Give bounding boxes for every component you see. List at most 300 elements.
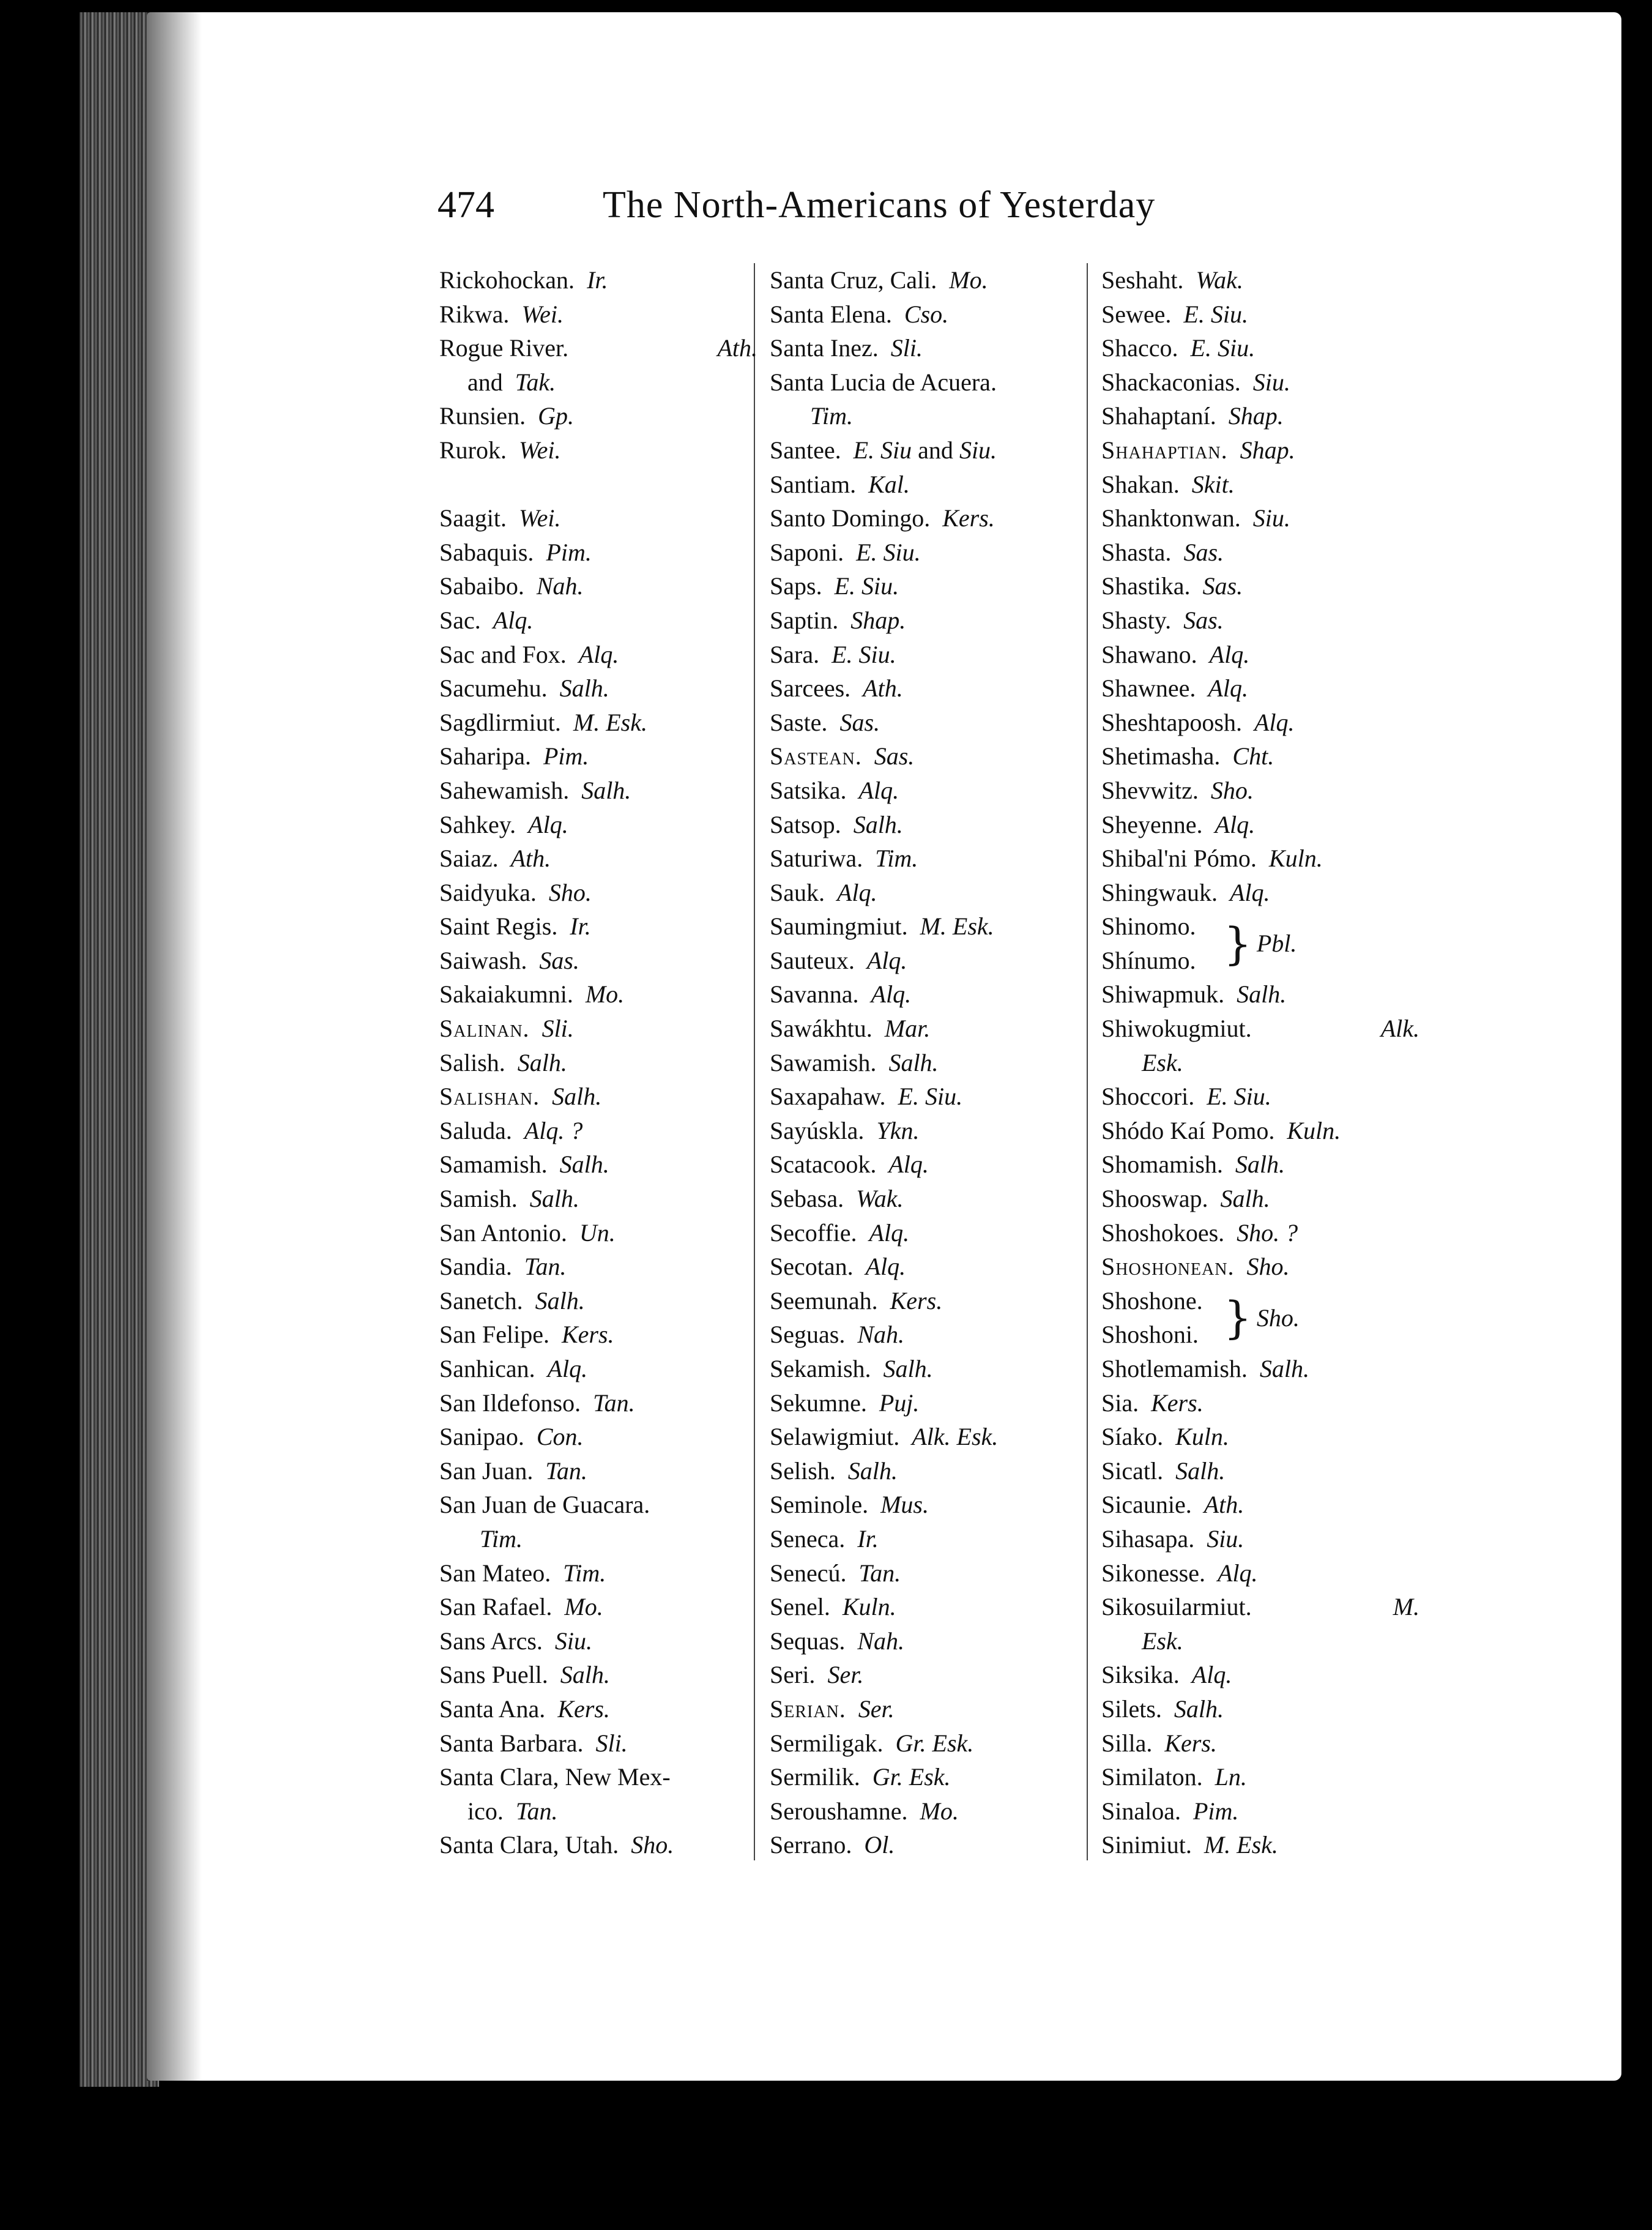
entry-name: Shiwokugmiut. [1101,1015,1252,1043]
index-entry [770,1454,1088,1488]
index-entry [1101,1590,1419,1624]
entry-name: Sahewamish. [439,776,570,804]
tribe-stock-abbreviation: E. Siu. [898,1083,963,1111]
entry-name: Santee. [770,436,841,464]
tribe-stock-abbreviation: Salh. [847,1456,898,1485]
index-entry [439,1284,757,1318]
index-entry [770,1692,1088,1726]
index-entry [439,1828,757,1862]
index-entry [770,468,1088,502]
entry-name: Santa Clara, Utah. [439,1831,619,1859]
tribe-stock-abbreviation: Ser. [827,1661,864,1689]
index-entry [439,1318,757,1352]
tribe-stock-abbreviation: Siu. [959,436,997,464]
index-entry [770,808,1088,842]
index-entry [1101,1522,1419,1556]
index-entry [1101,1386,1419,1420]
tribe-stock-abbreviation: Alq. [858,776,899,804]
tribe-stock-abbreviation: M. Esk. [1204,1831,1278,1859]
tribe-stock-abbreviation: Tan. [858,1559,901,1587]
entry-name: Sebasa. [770,1185,844,1213]
tribe-stock-abbreviation: Tim. [563,1559,606,1587]
index-entry [439,1080,757,1114]
tribe-stock-abbreviation: Ath. [510,845,551,873]
tribe-stock-abbreviation: Esk. [1142,1048,1183,1076]
index-entry [1101,1488,1419,1522]
index-entry [439,671,757,706]
index-entry [770,739,1088,774]
index-entry [1101,365,1419,400]
index-entry [1101,1147,1419,1182]
entry-name: Santa Ana. [439,1695,546,1723]
index-entry [1101,1012,1419,1046]
index-entry [770,706,1088,740]
index-entry [770,331,1088,365]
tribe-stock-abbreviation: Kers. [890,1286,943,1315]
entry-name: Saint Regis. [439,912,558,941]
index-entry [770,944,1088,978]
entry-name: Saptin. [770,606,839,634]
index-entry [770,603,1088,638]
entry-name: Serian. [770,1695,846,1723]
tribe-stock-abbreviation: Mo. [920,1797,959,1825]
tribe-stock-abbreviation: Pbl. [1256,929,1297,957]
entry-name: Shastika. [1101,572,1191,600]
index-entry [439,706,757,740]
index-entry [770,909,1088,944]
entry-name: Similaton. [1101,1763,1203,1791]
entry-name: Sakaiakumni. [439,980,573,1009]
entry-name: Santa Barbara. [439,1729,584,1757]
tribe-stock-abbreviation: Ir. [587,266,608,294]
index-entry [770,501,1088,535]
tribe-stock-abbreviation: E. Siu. [1207,1083,1271,1111]
tribe-stock-abbreviation: Wei. [518,504,561,532]
tribe-stock-abbreviation: Salh. [888,1048,939,1076]
tribe-stock-abbreviation: E. Siu. [832,640,896,668]
index-entry [439,535,757,570]
entry-connector: and [912,436,959,464]
tribe-stock-abbreviation: Sho. [548,878,592,906]
entry-name: Shotlemamish. [1101,1355,1248,1382]
entry-name: Sihasapa. [1101,1524,1195,1553]
entry-name: Shasta. [1101,538,1172,566]
entry-name: Sekamish. [770,1355,871,1382]
index-entry [1101,569,1419,603]
entry-name: Saiaz. [439,845,499,873]
entry-name: Santo Domingo. [770,504,931,532]
entry-name: Shawnee. [1101,674,1196,703]
index-entry [1101,1318,1419,1352]
entry-name: Shoshoni. [1101,1321,1199,1349]
entry-name: Sabaquis. [439,538,534,566]
tribe-stock-abbreviation: E. Siu. [856,538,921,566]
entry-name: Sarcees. [770,674,851,703]
tribe-stock-abbreviation: Ath. [717,334,757,362]
entry-name: Sayúskla. [770,1116,865,1144]
index-entry [439,1794,757,1829]
index-entry [770,774,1088,808]
tribe-stock-abbreviation: Salh. [1259,1355,1310,1382]
index-entry [439,1147,757,1182]
index-entry [439,569,757,603]
index-entry [770,671,1088,706]
entry-spacer [439,468,757,502]
entry-name: Saste. [770,708,828,736]
index-entry [1101,671,1419,706]
tribe-stock-abbreviation: Gp. [538,402,575,430]
entry-name: Sawamish. [770,1048,877,1076]
index-entry [439,1726,757,1761]
index-entry [1101,977,1419,1012]
tribe-stock-abbreviation: Alq. [837,878,877,906]
tribe-stock-abbreviation: E. Siu [853,436,912,464]
entry-continuation: ico. [467,1797,504,1825]
entry-name: Sikosuilarmiut. [1101,1593,1252,1621]
entry-name: San Mateo. [439,1559,551,1587]
tribe-stock-abbreviation: Tim. [875,845,918,873]
index-entry [1101,876,1419,910]
entry-name: Sia. [1101,1389,1139,1417]
tribe-stock-abbreviation: Sas. [539,946,579,974]
tribe-stock-abbreviation: Siu. [1252,368,1290,396]
index-entry [1101,535,1419,570]
index-entry [439,1182,757,1216]
entry-name: Silla. [1101,1729,1153,1757]
tribe-stock-abbreviation: Alq. [1230,878,1270,906]
tribe-stock-abbreviation: Salh. [559,674,609,703]
index-entry [770,1828,1088,1862]
tribe-stock-abbreviation: M. Esk. [573,708,647,736]
entry-name: San Juan de Guacara. [439,1491,650,1519]
index-entry [1101,739,1419,774]
entry-name: Scatacook. [770,1150,877,1179]
entry-name: Sanetch. [439,1286,523,1315]
tribe-stock-abbreviation: E. Siu. [1190,334,1256,362]
tribe-stock-abbreviation: Ir. [570,912,591,941]
tribe-stock-abbreviation: Kers. [561,1321,614,1349]
tribe-stock-abbreviation: Kuln. [1287,1116,1341,1144]
tribe-stock-abbreviation: E. Siu. [834,572,899,600]
index-entry [770,1590,1088,1624]
tribe-stock-abbreviation: Sas. [1202,572,1243,600]
index-entry [1101,1556,1419,1590]
tribe-stock-abbreviation: Tan. [545,1456,587,1485]
entry-name: Samamish. [439,1150,548,1179]
tribe-stock-abbreviation: Alq. [865,1253,906,1281]
entry-name: Shakan. [1101,470,1180,498]
tribe-stock-abbreviation: Shap. [850,606,906,634]
index-entry [770,1420,1088,1454]
index-entry [439,1386,757,1420]
entry-name: Seguas. [770,1321,846,1349]
tribe-stock-abbreviation: Wak. [856,1185,904,1213]
tribe-stock-abbreviation: Alq. [871,980,912,1009]
index-entry [1101,1760,1419,1794]
index-entry [770,1284,1088,1318]
tribe-stock-abbreviation: Sli. [890,334,923,362]
index-entry [770,1794,1088,1829]
entry-name: Sans Arcs. [439,1627,543,1655]
index-entry [439,501,757,535]
tribe-stock-abbreviation: Sho. [1210,776,1254,804]
entry-name: Santa Inez. [770,334,879,362]
entry-name: Serrano. [770,1831,852,1859]
index-entry [1101,1250,1419,1284]
entry-name: Sahkey. [439,810,516,838]
entry-name: Satsop. [770,810,841,838]
tribe-stock-abbreviation: Alk. Esk. [912,1423,999,1451]
index-entry [439,876,757,910]
entry-name: Sekumne. [770,1389,867,1417]
tribe-stock-abbreviation: Kuln. [842,1593,896,1621]
tribe-stock-abbreviation: Alq. [869,1218,910,1247]
index-entry [770,263,1088,297]
index-entry [770,1488,1088,1522]
entry-name: Sastean. [770,742,862,770]
index-entry [1101,297,1419,332]
index-entry [770,1318,1088,1352]
tribe-stock-abbreviation: Kal. [868,470,910,498]
entry-name: Saiwash. [439,946,527,974]
index-entry [770,1522,1088,1556]
index-entry [770,1046,1088,1080]
entry-name: Sacumehu. [439,674,548,703]
tribe-stock-abbreviation: Siu. [1252,504,1290,532]
entry-name: Shínumo. [1101,946,1196,974]
entry-name: San Felipe. [439,1321,549,1349]
index-entry [1101,1692,1419,1726]
index-entry [439,365,757,400]
index-entry [1101,399,1419,433]
tribe-stock-abbreviation: Ln. [1215,1763,1247,1791]
entry-name: Sicaunie. [1101,1491,1192,1519]
tribe-stock-abbreviation: Alq. [547,1355,588,1382]
entry-name: Sac and Fox. [439,640,567,668]
index-entry [439,1250,757,1284]
tribe-stock-abbreviation: Pim. [543,742,589,770]
tribe-stock-abbreviation: Puj. [879,1389,920,1417]
index-entry [1101,1080,1419,1114]
entry-name: Saagit. [439,504,507,532]
index-entry [439,977,757,1012]
entry-name: Santa Lucia de Acuera. [770,368,997,396]
index-entry [770,977,1088,1012]
index-entry [1101,1352,1419,1386]
entry-name: Shevwitz. [1101,776,1199,804]
tribe-stock-abbreviation: Tan. [593,1389,635,1417]
entry-name: Secoffie. [770,1218,857,1247]
tribe-stock-abbreviation: Alq. [1215,810,1256,838]
tribe-stock-abbreviation: Gr. Esk. [895,1729,974,1757]
index-entry [439,944,757,978]
entry-name: Seroushamne. [770,1797,908,1825]
entry-name: Seshaht. [1101,266,1184,294]
tribe-stock-abbreviation: Salh. [1175,1456,1226,1485]
entry-name: Rickohockan. [439,266,575,294]
index-entry [1101,1114,1419,1148]
index-entry [770,1114,1088,1148]
tribe-stock-abbreviation: Wei. [521,300,564,328]
tribe-stock-abbreviation: Kuln. [1175,1423,1229,1451]
tribe-stock-abbreviation: E. Siu. [1183,300,1248,328]
tribe-stock-abbreviation: Nah. [536,572,584,600]
entry-name: Saps. [770,572,822,600]
tribe-stock-abbreviation: Ser. [858,1695,895,1723]
index-entry [1101,808,1419,842]
index-entry [1101,944,1419,978]
entry-name: Santa Clara, New Mex- [439,1763,671,1791]
index-entry [1101,1794,1419,1829]
tribe-stock-abbreviation: Ir. [857,1524,879,1553]
entry-name: Shódo Kaí Pomo. [1101,1116,1275,1144]
page-number: 474 [437,184,494,226]
tribe-stock-abbreviation: Salh. [581,776,631,804]
index-entry [439,399,757,433]
index-entry [770,638,1088,672]
entry-name: Saharipa. [439,742,531,770]
tribe-stock-abbreviation: Salh. [559,1150,609,1179]
tribe-stock-abbreviation: Sho. [631,1831,674,1859]
entry-name: Saponi. [770,538,844,566]
tribe-stock-abbreviation: Wei. [519,436,561,464]
index-entry [1101,1216,1419,1250]
index-entry [770,1216,1088,1250]
tribe-stock-abbreviation: Pim. [546,538,592,566]
index-entry [1101,1454,1419,1488]
entry-name: San Rafael. [439,1593,553,1621]
tribe-stock-abbreviation: Sas. [1183,606,1224,634]
index-entry [770,1012,1088,1046]
index-entry [1101,433,1419,468]
entry-name: Saidyuka. [439,878,537,906]
tribe-stock-abbreviation: Salh. [552,1083,602,1111]
tribe-stock-abbreviation: Skit. [1191,470,1235,498]
tribe-stock-abbreviation: Mar. [884,1015,931,1043]
index-entry [770,569,1088,603]
entry-name: Seemunah. [770,1286,878,1315]
tribe-stock-abbreviation: Kuln. [1268,845,1323,873]
index-entry [1101,1420,1419,1454]
entry-name: Saxapahaw. [770,1083,886,1111]
entry-name: San Antonio. [439,1218,567,1247]
tribe-stock-abbreviation: Salh. [560,1661,610,1689]
entry-name: Santa Cruz, Cali. [770,266,937,294]
entry-name: Savanna. [770,980,859,1009]
tribe-stock-abbreviation: Salh. [1237,980,1287,1009]
tribe-stock-abbreviation: Salh. [1220,1185,1270,1213]
index-entry [439,603,757,638]
entry-name: Sauteux. [770,946,855,974]
index-entry [770,1726,1088,1761]
index-entry [439,263,757,297]
entry-name: Saturiwa. [770,845,863,873]
tribe-stock-abbreviation: Kers. [557,1695,610,1723]
tribe-stock-abbreviation: Shap. [1240,436,1295,464]
tribe-stock-abbreviation: Ol. [864,1831,895,1859]
index-entry [770,1624,1088,1658]
curly-brace-icon: } [1224,917,1252,969]
tribe-stock-abbreviation: Sas. [874,742,915,770]
tribe-stock-abbreviation: Alq. ? [524,1116,583,1144]
index-entry [439,1488,757,1522]
index-entry [770,1352,1088,1386]
index-entry [439,1454,757,1488]
entry-name: Sanipao. [439,1423,524,1451]
page-header [437,177,1251,233]
tribe-stock-abbreviation: Tim. [480,1524,523,1553]
index-entry [439,774,757,808]
tribe-stock-abbreviation: Salh. [1174,1695,1224,1723]
entry-name: Shoshokoes. [1101,1218,1225,1247]
tribe-stock-abbreviation: Nah. [857,1627,905,1655]
entry-name: San Juan. [439,1456,534,1485]
index-entry [770,1250,1088,1284]
tribe-stock-abbreviation: Mo. [949,266,988,294]
index-entry [439,909,757,944]
index-entry [439,1522,757,1556]
index-entry [439,638,757,672]
tribe-stock-abbreviation: Alq. [493,606,534,634]
tribe-stock-abbreviation: Mo. [564,1593,603,1621]
index-entry [439,1216,757,1250]
index-entry [1101,1726,1419,1761]
index-entry [770,876,1088,910]
entry-name: Satsika. [770,776,847,804]
tribe-stock-abbreviation: M. [1393,1593,1419,1621]
tribe-stock-abbreviation: Alq. [888,1150,929,1179]
entry-name: Salish. [439,1048,505,1076]
entry-name: Seri. [770,1661,816,1689]
index-entry [439,1658,757,1692]
entry-name: Santiam. [770,470,857,498]
entry-name: Sermilik. [770,1763,860,1791]
index-entry [439,808,757,842]
curly-brace-icon: } [1224,1292,1252,1344]
entry-name: Samish. [439,1185,518,1213]
entry-name: Sara. [770,640,820,668]
entry-name: Saluda. [439,1116,512,1144]
index-entry [439,739,757,774]
entry-name: Senel. [770,1593,830,1621]
entry-name: Saumingmiut. [770,912,908,941]
entry-name: Shoshone. [1101,1286,1203,1315]
index-entry [1101,841,1419,876]
entry-name: Shibal'ni Pómo. [1101,845,1257,873]
tribe-stock-abbreviation: Alk. [1380,1015,1419,1043]
entry-name: Siksika. [1101,1661,1180,1689]
entry-name: Shasty. [1101,606,1172,634]
tribe-stock-abbreviation: Pim. [1192,1797,1239,1825]
tribe-stock-abbreviation: Tan. [524,1253,567,1281]
index-entry [1101,774,1419,808]
entry-name: Sans Puell. [439,1661,548,1689]
index-entry [770,365,1088,400]
index-entry [770,1147,1088,1182]
entry-name: Shinomo. [1101,912,1196,941]
tribe-stock-abbreviation: Sho. ? [1237,1218,1298,1247]
index-entry [439,1624,757,1658]
entry-name: Sandia. [439,1253,512,1281]
tribe-stock-abbreviation: Ath. [1204,1491,1245,1519]
tribe-stock-abbreviation: Un. [579,1218,616,1247]
entry-name: Shetimasha. [1101,742,1221,770]
tribe-stock-abbreviation: Siu. [554,1627,593,1655]
index-entry [439,1114,757,1148]
index-entry [439,1590,757,1624]
tribe-stock-abbreviation: Alq. [1209,640,1250,668]
entry-name: Seneca. [770,1524,846,1553]
